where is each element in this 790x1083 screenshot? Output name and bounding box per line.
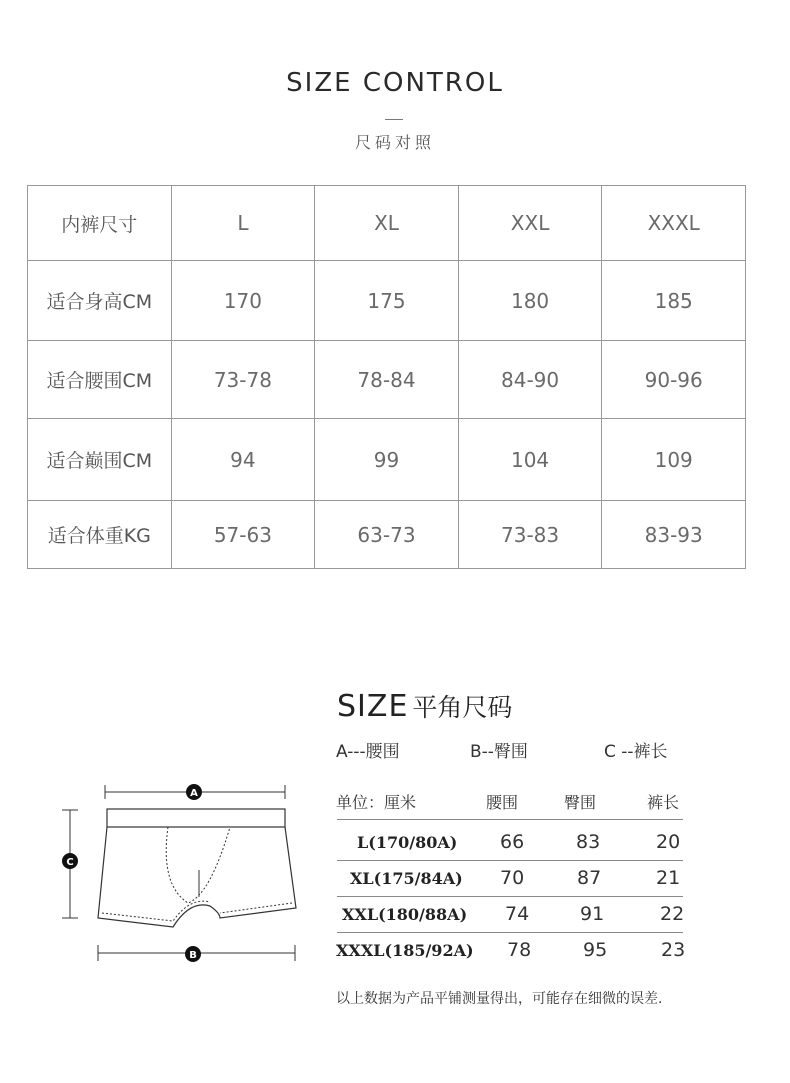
measurement-footnote: 以上数据为产品平铺测量得出，可能存在细微的误差. [336, 991, 663, 1007]
legend-a: A---腰围 [336, 742, 400, 762]
title-divider [385, 119, 403, 120]
table-cell: 73-83 [458, 501, 602, 569]
table-cell: 90-96 [602, 341, 746, 419]
table-row [28, 341, 746, 419]
table-cell: 73-78 [171, 341, 315, 419]
table-header-cell: XXXL [602, 186, 746, 261]
marker-b-label: B [189, 950, 197, 961]
table-row [28, 419, 746, 501]
legend-c: C --裤长 [604, 742, 668, 762]
table-divider [337, 860, 683, 861]
table-cell: 57-63 [171, 501, 315, 569]
table-cell: 104 [458, 419, 602, 501]
table-cell: 180 [458, 261, 602, 341]
row-label: 适合腰围CM [28, 341, 172, 419]
boxer-row-label: L(170/80A) [357, 833, 458, 852]
boxer-table-header-waist: 腰围 [486, 793, 519, 812]
boxer-table-header-length: 裤长 [647, 793, 680, 812]
boxer-cell-length: 21 [656, 867, 681, 889]
boxer-size-title [337, 688, 512, 724]
legend-b: B--臀围 [470, 742, 528, 762]
table-cell: 109 [602, 419, 746, 501]
boxer-cell-hip: 91 [580, 903, 605, 925]
page-title: SIZE CONTROL [286, 68, 504, 98]
boxer-row-label: XXL(180/88A) [342, 905, 468, 924]
size-table [27, 185, 746, 569]
boxer-cell-length: 23 [661, 939, 686, 961]
table-header-cell: 内裤尺寸 [28, 186, 172, 261]
boxer-cell-hip: 83 [576, 831, 601, 853]
marker-c-label: C [66, 857, 74, 868]
boxer-cell-waist: 70 [500, 867, 525, 889]
marker-a-label: A [190, 788, 198, 799]
table-row [28, 501, 746, 569]
table-cell: 175 [315, 261, 459, 341]
table-cell: 84-90 [458, 341, 602, 419]
boxer-cell-waist: 74 [505, 903, 530, 925]
table-header-cell: L [171, 186, 315, 261]
table-cell: 99 [315, 419, 459, 501]
table-header-row [28, 186, 746, 261]
table-header-cell: XL [315, 186, 459, 261]
table-divider [337, 819, 683, 820]
table-cell: 83-93 [602, 501, 746, 569]
boxer-table-header-hip: 臀围 [564, 793, 597, 812]
boxer-title-en: SIZE [337, 689, 409, 724]
boxer-cell-hip: 87 [577, 867, 602, 889]
row-label: 适合身高CM [28, 261, 172, 341]
page-subtitle: 尺码对照 [354, 133, 435, 152]
boxer-cell-length: 20 [656, 831, 681, 853]
table-header-cell: XXL [458, 186, 602, 261]
boxer-title-cn: 平角尺码 [412, 693, 513, 722]
boxer-table-header-unit: 单位：厘米 [336, 793, 417, 812]
row-label: 适合巅围CM [28, 419, 172, 501]
row-label: 适合体重KG [28, 501, 172, 569]
boxer-outline [98, 809, 296, 927]
table-cell: 170 [171, 261, 315, 341]
boxer-diagram [50, 775, 300, 975]
table-row [28, 261, 746, 341]
boxer-cell-length: 22 [660, 903, 685, 925]
table-divider [337, 896, 683, 897]
table-cell: 63-73 [315, 501, 459, 569]
boxer-row-label: XXXL(185/92A) [336, 941, 474, 960]
boxer-cell-hip: 95 [583, 939, 608, 961]
table-cell: 94 [171, 419, 315, 501]
boxer-cell-waist: 66 [500, 831, 525, 853]
table-divider [337, 932, 683, 933]
table-cell: 185 [602, 261, 746, 341]
table-cell: 78-84 [315, 341, 459, 419]
boxer-row-label: XL(175/84A) [350, 869, 463, 888]
boxer-cell-waist: 78 [507, 939, 532, 961]
